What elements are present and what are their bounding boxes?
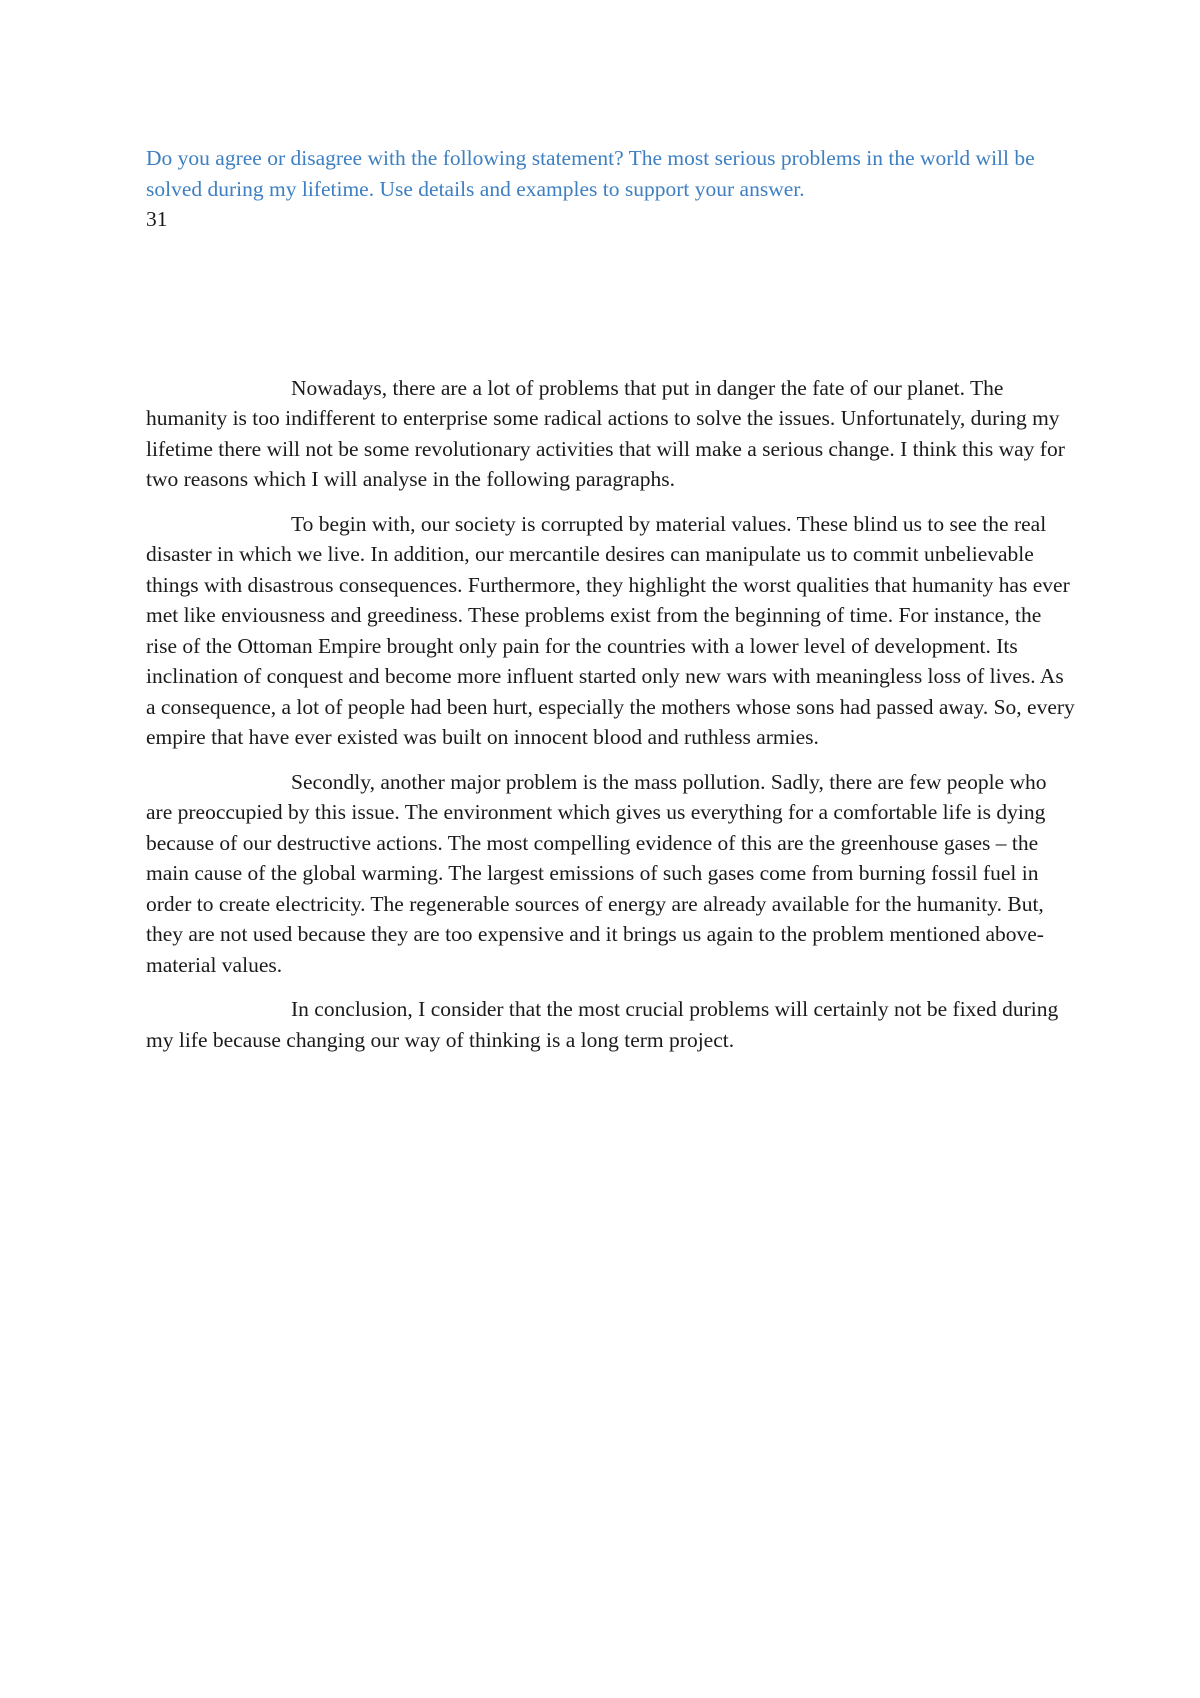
essay-prompt: Do you agree or disagree with the following statement? The most serious problems in the world will be solved during my lifetime. Use details and examples to support your answer. — [146, 146, 1035, 201]
essay-body — [146, 373, 1076, 1056]
paragraph-first-reason: To begin with, our society is corrupted by material values. These blind us to see the real disaster in which we live. In addition, our mercantile desires can manipulate us to commit unbelievable things with disastrous consequences. Furthermore, they highlight the worst qualities that humanity has ever met like enviousness and greediness. These problems exist from the beginning of time. For instance, the rise of the Ottoman Empire brought only pain for the countries with a lower level of development. Its inclination of conquest and become more influent started only new wars with meaningless loss of lives. As a consequence, a lot of people had been hurt, especially the mothers whose sons had passed away. So, every empire that have ever existed was built on innocent blood and ruthless armies. — [146, 511, 1075, 749]
paragraph-conclusion: In conclusion, I consider that the most crucial problems will certainly not be fixed during my life because changing our way of thinking is a long term project. — [146, 997, 1059, 1052]
prompt-number: 31 — [146, 207, 168, 231]
document-content — [146, 143, 1076, 1069]
paragraph-introduction: Nowadays, there are a lot of problems that put in danger the fate of our planet. The humanity is too indifferent to enterprise some radical actions to solve the issues. Unfortunately, during my lifetime there will not be some revolutionary activities that will make a serious change. I think this way for two reasons which I will analyse in the following paragraphs. — [146, 375, 1065, 491]
paragraph-second-reason: Secondly, another major problem is the mass pollution. Sadly, there are few people who are preoccupied by this issue. The environment which gives us everything for a comfortable life is dying because of our destructive actions. The most compelling evidence of this are the greenhouse gases – the main cause of the global warming. The largest emissions of such gases come from burning fossil fuel in order to create electricity. The regenerable sources of energy are already available for the humanity. But, they are not used because they are too expensive and it brings us again to the problem mentioned above-material values. — [146, 769, 1047, 977]
